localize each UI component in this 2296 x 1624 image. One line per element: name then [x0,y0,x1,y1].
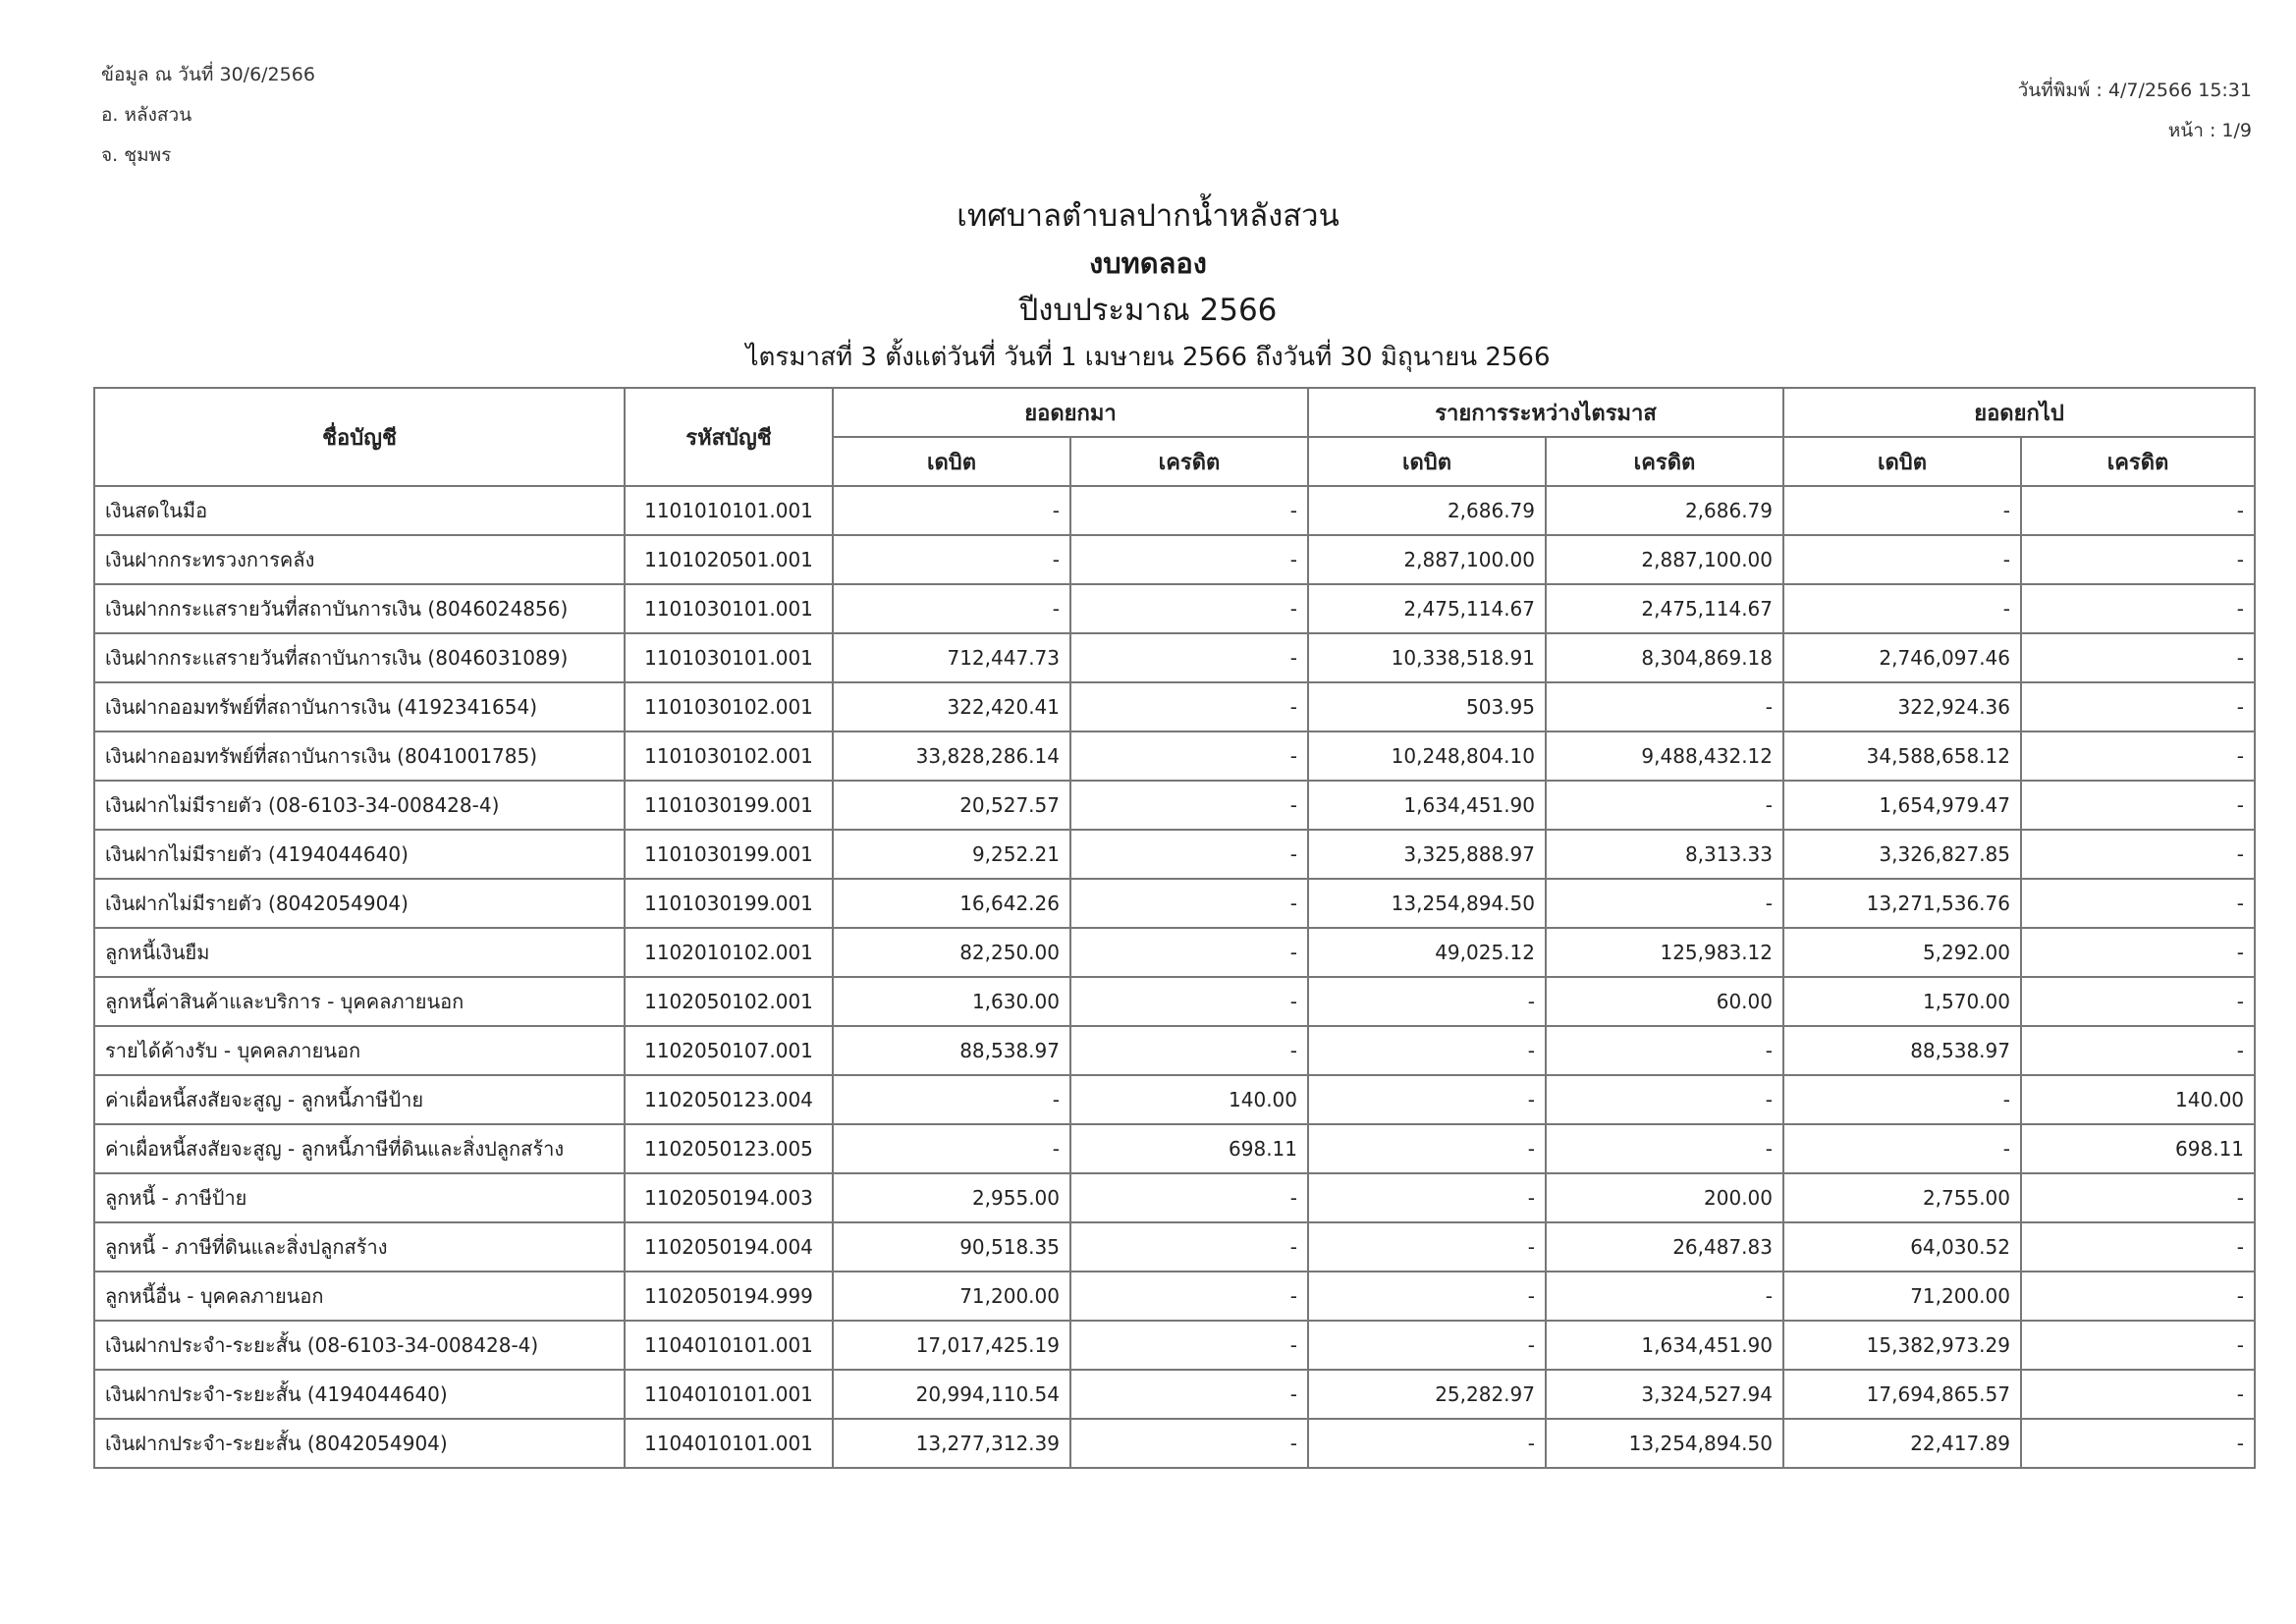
account-code: 1101030101.001 [625,633,833,682]
group-quarter-transactions: รายการระหว่างไตรมาส [1308,388,1783,437]
brought-debit: 90,518.35 [833,1222,1070,1272]
period-credit: 2,686.79 [1546,486,1783,535]
page-number: หน้า : 1/9 [2167,120,2252,141]
col-credit: เครดิต [1546,437,1783,486]
period-debit: 1,634,451.90 [1308,781,1546,830]
table-row [94,1173,2255,1222]
account-code: 1102050194.999 [625,1272,833,1321]
brought-credit: - [1070,584,1308,633]
period-debit: 49,025.12 [1308,928,1546,977]
period-credit: 8,304,869.18 [1546,633,1783,682]
table-row [94,1370,2255,1419]
brought-credit: - [1070,879,1308,928]
brought-credit: - [1070,535,1308,584]
table-row [94,830,2255,879]
fiscal-year: ปีงบประมาณ 2566 [1018,293,1278,328]
period-debit: 2,475,114.67 [1308,584,1546,633]
account-code: 1101010101.001 [625,486,833,535]
brought-credit: 698.11 [1070,1124,1308,1173]
account-name: ค่าเผื่อหนี้สงสัยจะสูญ - ลูกหนี้ภาษีที่ดินและสิ่งปลูกสร้าง [94,1124,625,1173]
carried-credit: - [2021,928,2255,977]
carried-debit: 2,746,097.46 [1783,633,2021,682]
account-name: เงินฝากประจำ-ระยะสั้น (08-6103-34-008428-4) [94,1321,625,1370]
table-body [94,486,2255,1468]
account-name: เงินฝากประจำ-ระยะสั้น (4194044640) [94,1370,625,1419]
carried-credit: - [2021,830,2255,879]
brought-debit: - [833,1075,1070,1124]
brought-debit: - [833,584,1070,633]
account-code: 1101020501.001 [625,535,833,584]
period-debit: - [1308,1075,1546,1124]
account-code: 1101030199.001 [625,879,833,928]
period-debit: - [1308,977,1546,1026]
brought-debit: 1,630.00 [833,977,1070,1026]
carried-debit: 22,417.89 [1783,1419,2021,1468]
account-code: 1102050123.004 [625,1075,833,1124]
carried-credit: - [2021,486,2255,535]
brought-debit: 17,017,425.19 [833,1321,1070,1370]
trial-balance-table [93,387,2256,1469]
carried-debit: - [1783,1075,2021,1124]
table-row [94,1419,2255,1468]
account-code: 1104010101.001 [625,1370,833,1419]
brought-debit: 82,250.00 [833,928,1070,977]
carried-credit: - [2021,1173,2255,1222]
brought-credit: - [1070,1370,1308,1419]
account-code: 1101030101.001 [625,584,833,633]
account-name: เงินฝากกระทรวงการคลัง [94,535,625,584]
account-code: 1101030102.001 [625,682,833,731]
table-row [94,584,2255,633]
carried-debit: 322,924.36 [1783,682,2021,731]
table-row [94,1222,2255,1272]
carried-debit: 1,570.00 [1783,977,2021,1026]
carried-debit: 88,538.97 [1783,1026,2021,1075]
account-name: เงินฝากประจำ-ระยะสั้น (8042054904) [94,1419,625,1468]
carried-debit: 15,382,973.29 [1783,1321,2021,1370]
carried-credit: - [2021,682,2255,731]
organization-title: เทศบาลตำบลปากน้ำหลังสวน [957,198,1339,234]
carried-debit: 3,326,827.85 [1783,830,2021,879]
period-debit: 10,248,804.10 [1308,731,1546,781]
carried-credit: - [2021,1419,2255,1468]
account-code: 1101030199.001 [625,781,833,830]
table-header [94,388,2255,486]
col-debit: เดบิต [1783,437,2021,486]
account-name: รายได้ค้างรับ - บุคคลภายนอก [94,1026,625,1075]
table-row [94,1124,2255,1173]
brought-debit: 33,828,286.14 [833,731,1070,781]
table-row [94,486,2255,535]
period-credit: 2,475,114.67 [1546,584,1783,633]
brought-credit: - [1070,1272,1308,1321]
brought-credit: - [1070,781,1308,830]
account-code: 1102050107.001 [625,1026,833,1075]
carried-debit: 1,654,979.47 [1783,781,2021,830]
col-credit: เครดิต [2021,437,2255,486]
period-debit: - [1308,1272,1546,1321]
brought-debit: 16,642.26 [833,879,1070,928]
carried-debit: 13,271,536.76 [1783,879,2021,928]
brought-credit: - [1070,486,1308,535]
data-as-of: ข้อมูล ณ วันที่ 30/6/2566 [101,64,315,85]
carried-credit: 698.11 [2021,1124,2255,1173]
period-debit: 3,325,888.97 [1308,830,1546,879]
brought-debit: 20,994,110.54 [833,1370,1070,1419]
period-debit: 25,282.97 [1308,1370,1546,1419]
account-code: 1102010102.001 [625,928,833,977]
carried-credit: - [2021,731,2255,781]
table-row [94,879,2255,928]
account-name: ลูกหนี้เงินยืม [94,928,625,977]
carried-debit: 2,755.00 [1783,1173,2021,1222]
account-name: เงินฝากกระแสรายวันที่สถาบันการเงิน (8046024856) [94,584,625,633]
col-debit: เดบิต [833,437,1070,486]
table-row [94,1075,2255,1124]
period-credit: - [1546,1075,1783,1124]
carried-credit: - [2021,781,2255,830]
brought-debit: 712,447.73 [833,633,1070,682]
report-meta-left [101,55,315,176]
brought-debit: 13,277,312.39 [833,1419,1070,1468]
period-credit: - [1546,1272,1783,1321]
carried-credit: - [2021,1222,2255,1272]
account-code: 1101030102.001 [625,731,833,781]
account-code: 1101030199.001 [625,830,833,879]
table-row [94,928,2255,977]
period-debit: 503.95 [1308,682,1546,731]
report-meta-right [2018,71,2252,151]
brought-debit: 322,420.41 [833,682,1070,731]
table-row [94,1321,2255,1370]
period-debit: - [1308,1026,1546,1075]
group-carried-forward: ยอดยกไป [1783,388,2255,437]
carried-debit: - [1783,486,2021,535]
group-brought-forward: ยอดยกมา [833,388,1308,437]
period-credit: 8,313.33 [1546,830,1783,879]
period-credit: - [1546,879,1783,928]
table-row [94,731,2255,781]
carried-credit: - [2021,1370,2255,1419]
brought-credit: - [1070,1026,1308,1075]
period-debit: - [1308,1173,1546,1222]
period-credit: 1,634,451.90 [1546,1321,1783,1370]
col-credit: เครดิต [1070,437,1308,486]
brought-credit: - [1070,682,1308,731]
account-name: เงินฝากไม่มีรายตัว (4194044640) [94,830,625,879]
period-debit: - [1308,1124,1546,1173]
account-name: ลูกหนี้ค่าสินค้าและบริการ - บุคคลภายนอก [94,977,625,1026]
brought-credit: - [1070,928,1308,977]
period-credit: 26,487.83 [1546,1222,1783,1272]
account-code: 1104010101.001 [625,1321,833,1370]
period-credit: 2,887,100.00 [1546,535,1783,584]
col-debit: เดบิต [1308,437,1546,486]
account-code: 1104010101.001 [625,1419,833,1468]
brought-credit: - [1070,1222,1308,1272]
carried-debit: 17,694,865.57 [1783,1370,2021,1419]
account-name: เงินฝากออมทรัพย์ที่สถาบันการเงิน (8041001785) [94,731,625,781]
period-credit: 200.00 [1546,1173,1783,1222]
account-code: 1102050194.004 [625,1222,833,1272]
account-name: ลูกหนี้อื่น - บุคคลภายนอก [94,1272,625,1321]
account-name: เงินฝากไม่มีรายตัว (8042054904) [94,879,625,928]
period-credit: 3,324,527.94 [1546,1370,1783,1419]
table-row [94,1026,2255,1075]
table-row [94,633,2255,682]
period-credit: - [1546,1026,1783,1075]
carried-debit: - [1783,1124,2021,1173]
brought-debit: 20,527.57 [833,781,1070,830]
brought-debit: 9,252.21 [833,830,1070,879]
carried-credit: - [2021,977,2255,1026]
period-credit: - [1546,781,1783,830]
table-row [94,977,2255,1026]
period-debit: - [1308,1222,1546,1272]
brought-debit: - [833,1124,1070,1173]
period-debit: - [1308,1419,1546,1468]
carried-debit: 64,030.52 [1783,1222,2021,1272]
report-titles [0,192,2296,381]
print-date: วันที่พิมพ์ : 4/7/2566 15:31 [2017,80,2252,101]
period-credit: - [1546,1124,1783,1173]
brought-credit: - [1070,1173,1308,1222]
carried-credit: - [2021,584,2255,633]
carried-credit: - [2021,879,2255,928]
account-name: เงินฝากออมทรัพย์ที่สถาบันการเงิน (4192341654) [94,682,625,731]
carried-debit: - [1783,535,2021,584]
brought-credit: - [1070,731,1308,781]
brought-credit: - [1070,633,1308,682]
period-credit: - [1546,682,1783,731]
brought-debit: - [833,486,1070,535]
brought-debit: 88,538.97 [833,1026,1070,1075]
table-row [94,535,2255,584]
account-code: 1102050102.001 [625,977,833,1026]
carried-credit: - [2021,1272,2255,1321]
brought-credit: - [1070,830,1308,879]
carried-credit: - [2021,1321,2255,1370]
table-row [94,781,2255,830]
province: จ. ชุมพร [101,144,172,166]
table-row [94,1272,2255,1321]
brought-credit: - [1070,977,1308,1026]
carried-debit: - [1783,584,2021,633]
period-credit: 60.00 [1546,977,1783,1026]
carried-debit: 34,588,658.12 [1783,731,2021,781]
account-name: เงินสดในมือ [94,486,625,535]
period-credit: 9,488,432.12 [1546,731,1783,781]
brought-debit: 2,955.00 [833,1173,1070,1222]
period-debit: 2,686.79 [1308,486,1546,535]
account-code: 1102050123.005 [625,1124,833,1173]
period-credit: 13,254,894.50 [1546,1419,1783,1468]
carried-credit: - [2021,633,2255,682]
account-code: 1102050194.003 [625,1173,833,1222]
period-debit: 13,254,894.50 [1308,879,1546,928]
carried-credit: 140.00 [2021,1075,2255,1124]
account-name: ค่าเผื่อหนี้สงสัยจะสูญ - ลูกหนี้ภาษีป้าย [94,1075,625,1124]
brought-debit: 71,200.00 [833,1272,1070,1321]
account-name: ลูกหนี้ - ภาษีที่ดินและสิ่งปลูกสร้าง [94,1222,625,1272]
col-account-name: ชื่อบัญชี [94,388,625,486]
district: อ. หลังสวน [101,104,192,126]
col-account-code: รหัสบัญชี [625,388,833,486]
report-title: งบทดลอง [1089,246,1207,280]
account-name: เงินฝากกระแสรายวันที่สถาบันการเงิน (8046031089) [94,633,625,682]
brought-credit: - [1070,1321,1308,1370]
account-name: ลูกหนี้ - ภาษีป้าย [94,1173,625,1222]
table-row [94,682,2255,731]
period-credit: 125,983.12 [1546,928,1783,977]
carried-credit: - [2021,1026,2255,1075]
brought-credit: 140.00 [1070,1075,1308,1124]
brought-debit: - [833,535,1070,584]
carried-debit: 71,200.00 [1783,1272,2021,1321]
period-debit: 10,338,518.91 [1308,633,1546,682]
report-period: ไตรมาสที่ 3 ตั้งแต่วันที่ วันที่ 1 เมษายน 2566 ถึงวันที่ 30 มิถุนายน 2566 [745,343,1551,372]
period-debit: 2,887,100.00 [1308,535,1546,584]
account-name: เงินฝากไม่มีรายตัว (08-6103-34-008428-4) [94,781,625,830]
carried-credit: - [2021,535,2255,584]
period-debit: - [1308,1321,1546,1370]
carried-debit: 5,292.00 [1783,928,2021,977]
brought-credit: - [1070,1419,1308,1468]
